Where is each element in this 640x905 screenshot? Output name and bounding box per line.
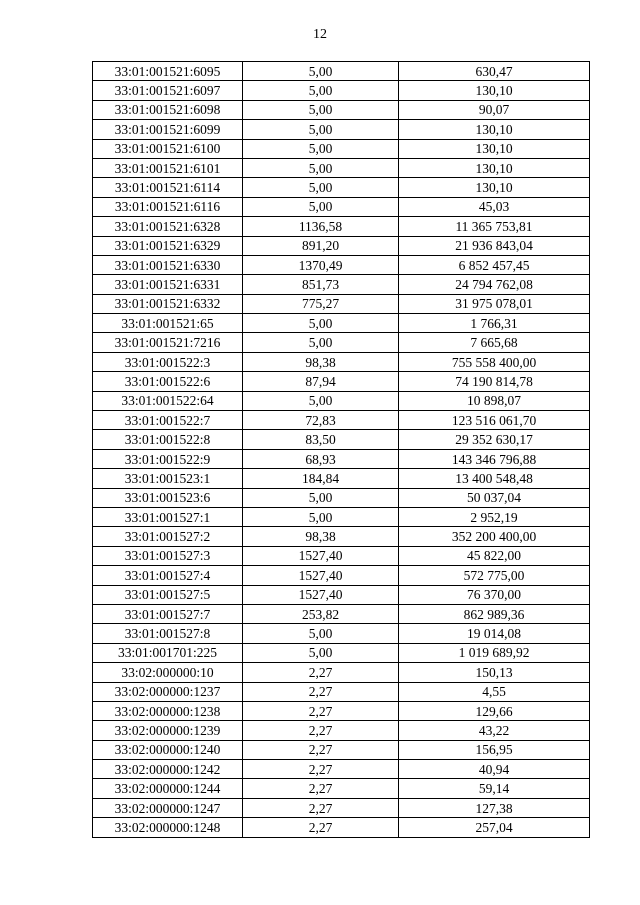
value-cell: 1527,40 (243, 546, 399, 565)
table-row (93, 158, 590, 177)
table-row (93, 818, 590, 837)
value-cell: 5,00 (243, 391, 399, 410)
cadastral-number-cell: 33:01:001521:6328 (93, 217, 243, 236)
cadastral-number-cell: 33:01:001522:8 (93, 430, 243, 449)
amount-cell: 129,66 (399, 701, 590, 720)
cadastral-number-cell: 33:02:000000:1242 (93, 760, 243, 779)
value-cell: 68,93 (243, 449, 399, 468)
cadastral-number-cell: 33:01:001521:6116 (93, 197, 243, 216)
cadastral-number-cell: 33:01:001523:1 (93, 469, 243, 488)
value-cell: 5,00 (243, 643, 399, 662)
value-cell: 5,00 (243, 314, 399, 333)
value-cell: 2,27 (243, 682, 399, 701)
amount-cell: 156,95 (399, 740, 590, 759)
table-row (93, 760, 590, 779)
cadastral-number-cell: 33:01:001521:6097 (93, 81, 243, 100)
table-row (93, 701, 590, 720)
amount-cell: 150,13 (399, 663, 590, 682)
table-row (93, 604, 590, 623)
value-cell: 1527,40 (243, 585, 399, 604)
cadastral-number-cell: 33:02:000000:1247 (93, 798, 243, 817)
amount-cell: 19 014,08 (399, 624, 590, 643)
value-cell: 5,00 (243, 158, 399, 177)
value-cell: 2,27 (243, 798, 399, 817)
table-row (93, 294, 590, 313)
value-cell: 5,00 (243, 81, 399, 100)
value-cell: 2,27 (243, 701, 399, 720)
cadastral-number-cell: 33:01:001521:6099 (93, 120, 243, 139)
value-cell: 5,00 (243, 624, 399, 643)
value-cell: 2,27 (243, 760, 399, 779)
value-cell: 5,00 (243, 139, 399, 158)
table-row (93, 275, 590, 294)
cadastral-number-cell: 33:01:001527:7 (93, 604, 243, 623)
cadastral-number-cell: 33:02:000000:1238 (93, 701, 243, 720)
table-row (93, 352, 590, 371)
amount-cell: 1 766,31 (399, 314, 590, 333)
cadastral-number-cell: 33:01:001522:3 (93, 352, 243, 371)
value-cell: 2,27 (243, 779, 399, 798)
table-row (93, 721, 590, 740)
cadastral-number-cell: 33:01:001521:7216 (93, 333, 243, 352)
table-row (93, 411, 590, 430)
amount-cell: 2 952,19 (399, 507, 590, 526)
table-row (93, 449, 590, 468)
amount-cell: 4,55 (399, 682, 590, 701)
amount-cell: 257,04 (399, 818, 590, 837)
table-row (93, 469, 590, 488)
value-cell: 98,38 (243, 352, 399, 371)
amount-cell: 572 775,00 (399, 566, 590, 585)
table-row (93, 779, 590, 798)
amount-cell: 862 989,36 (399, 604, 590, 623)
amount-cell: 7 665,68 (399, 333, 590, 352)
table-row (93, 120, 590, 139)
amount-cell: 74 190 814,78 (399, 372, 590, 391)
amount-cell: 127,38 (399, 798, 590, 817)
amount-cell: 130,10 (399, 158, 590, 177)
table-row (93, 255, 590, 274)
value-cell: 5,00 (243, 178, 399, 197)
value-cell: 775,27 (243, 294, 399, 313)
cadastral-number-cell: 33:02:000000:1239 (93, 721, 243, 740)
amount-cell: 6 852 457,45 (399, 255, 590, 274)
amount-cell: 130,10 (399, 178, 590, 197)
table-row (93, 740, 590, 759)
table-row (93, 178, 590, 197)
cadastral-number-cell: 33:01:001522:64 (93, 391, 243, 410)
cadastral-number-cell: 33:01:001521:6331 (93, 275, 243, 294)
value-cell: 5,00 (243, 62, 399, 81)
amount-cell: 755 558 400,00 (399, 352, 590, 371)
cadastral-number-cell: 33:01:001521:65 (93, 314, 243, 333)
amount-cell: 352 200 400,00 (399, 527, 590, 546)
value-cell: 1527,40 (243, 566, 399, 585)
cadastral-number-cell: 33:01:001522:7 (93, 411, 243, 430)
amount-cell: 76 370,00 (399, 585, 590, 604)
cadastral-number-cell: 33:01:001522:9 (93, 449, 243, 468)
table-row (93, 643, 590, 662)
cadastral-number-cell: 33:01:001521:6329 (93, 236, 243, 255)
value-cell: 184,84 (243, 469, 399, 488)
amount-cell: 59,14 (399, 779, 590, 798)
cadastral-number-cell: 33:01:001527:3 (93, 546, 243, 565)
value-cell: 253,82 (243, 604, 399, 623)
cadastral-number-cell: 33:01:001527:5 (93, 585, 243, 604)
table-row (93, 236, 590, 255)
amount-cell: 21 936 843,04 (399, 236, 590, 255)
amount-cell: 24 794 762,08 (399, 275, 590, 294)
value-cell: 83,50 (243, 430, 399, 449)
cadastral-number-cell: 33:02:000000:1237 (93, 682, 243, 701)
amount-cell: 11 365 753,81 (399, 217, 590, 236)
value-cell: 5,00 (243, 333, 399, 352)
cadastral-number-cell: 33:01:001521:6098 (93, 100, 243, 119)
amount-cell: 10 898,07 (399, 391, 590, 410)
amount-cell: 130,10 (399, 139, 590, 158)
table-row (93, 391, 590, 410)
cadastral-number-cell: 33:01:001521:6332 (93, 294, 243, 313)
table-row (93, 546, 590, 565)
table-row (93, 798, 590, 817)
value-cell: 1370,49 (243, 255, 399, 274)
page-number: 12 (313, 27, 327, 42)
table-row (93, 100, 590, 119)
value-cell: 1136,58 (243, 217, 399, 236)
table-row (93, 217, 590, 236)
amount-cell: 43,22 (399, 721, 590, 740)
value-cell: 5,00 (243, 197, 399, 216)
amount-cell: 130,10 (399, 81, 590, 100)
value-cell: 2,27 (243, 663, 399, 682)
amount-cell: 143 346 796,88 (399, 449, 590, 468)
cadastral-number-cell: 33:01:001521:6114 (93, 178, 243, 197)
amount-cell: 130,10 (399, 120, 590, 139)
amount-cell: 29 352 630,17 (399, 430, 590, 449)
value-cell: 5,00 (243, 507, 399, 526)
table-row (93, 430, 590, 449)
amount-cell: 630,47 (399, 62, 590, 81)
cadastral-number-cell: 33:02:000000:1248 (93, 818, 243, 837)
value-cell: 2,27 (243, 818, 399, 837)
table-row (93, 566, 590, 585)
value-cell: 851,73 (243, 275, 399, 294)
value-cell: 72,83 (243, 411, 399, 430)
cadastral-number-cell: 33:01:001521:6100 (93, 139, 243, 158)
table-row (93, 585, 590, 604)
table-row (93, 507, 590, 526)
table-row (93, 663, 590, 682)
cadastral-number-cell: 33:01:001701:225 (93, 643, 243, 662)
cadastral-number-cell: 33:02:000000:1244 (93, 779, 243, 798)
table-row (93, 314, 590, 333)
cadastral-number-cell: 33:02:000000:1240 (93, 740, 243, 759)
value-cell: 5,00 (243, 100, 399, 119)
value-cell: 87,94 (243, 372, 399, 391)
table-row (93, 488, 590, 507)
cadastral-number-cell: 33:01:001521:6330 (93, 255, 243, 274)
cadastral-number-cell: 33:01:001521:6101 (93, 158, 243, 177)
cadastral-number-cell: 33:01:001523:6 (93, 488, 243, 507)
table-row (93, 682, 590, 701)
table-row (93, 372, 590, 391)
amount-cell: 40,94 (399, 760, 590, 779)
table-row (93, 624, 590, 643)
amount-cell: 90,07 (399, 100, 590, 119)
value-cell: 5,00 (243, 120, 399, 139)
value-cell: 5,00 (243, 488, 399, 507)
table-row (93, 197, 590, 216)
table-body (93, 62, 590, 838)
amount-cell: 31 975 078,01 (399, 294, 590, 313)
value-cell: 891,20 (243, 236, 399, 255)
cadastral-table (92, 61, 590, 838)
cadastral-number-cell: 33:01:001522:6 (93, 372, 243, 391)
amount-cell: 1 019 689,92 (399, 643, 590, 662)
table-row (93, 62, 590, 81)
table-row (93, 527, 590, 546)
cadastral-number-cell: 33:01:001527:1 (93, 507, 243, 526)
cadastral-number-cell: 33:01:001527:4 (93, 566, 243, 585)
table-row (93, 333, 590, 352)
amount-cell: 45,03 (399, 197, 590, 216)
amount-cell: 13 400 548,48 (399, 469, 590, 488)
value-cell: 2,27 (243, 721, 399, 740)
cadastral-number-cell: 33:02:000000:10 (93, 663, 243, 682)
cadastral-number-cell: 33:01:001527:8 (93, 624, 243, 643)
cadastral-number-cell: 33:01:001521:6095 (93, 62, 243, 81)
amount-cell: 123 516 061,70 (399, 411, 590, 430)
table-row (93, 139, 590, 158)
amount-cell: 50 037,04 (399, 488, 590, 507)
table-row (93, 81, 590, 100)
cadastral-number-cell: 33:01:001527:2 (93, 527, 243, 546)
value-cell: 2,27 (243, 740, 399, 759)
value-cell: 98,38 (243, 527, 399, 546)
amount-cell: 45 822,00 (399, 546, 590, 565)
